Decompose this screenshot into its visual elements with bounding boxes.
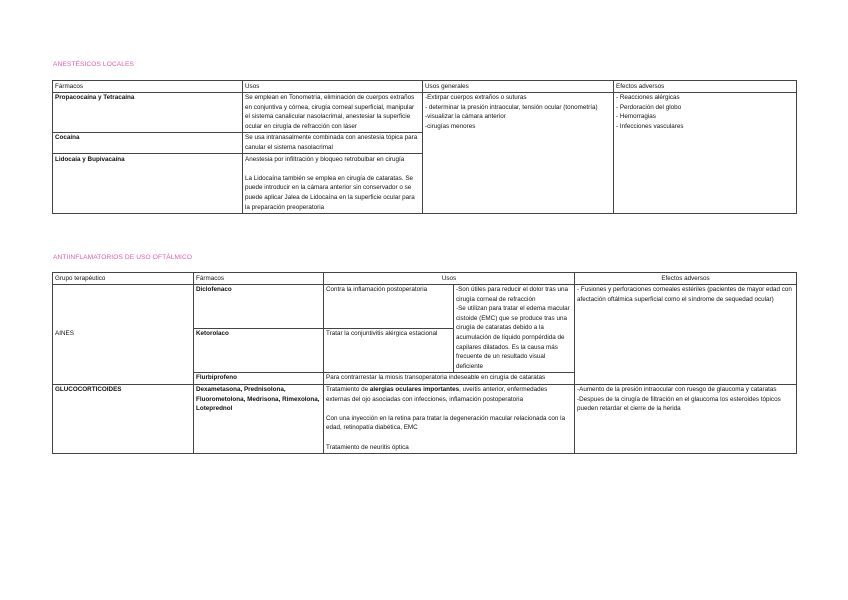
header-usos: Usos bbox=[324, 273, 575, 285]
antiinflammatory-table bbox=[52, 272, 797, 454]
uses-cell: Se usa intranasalmente combinada con anestesia tópica para canular el sistema nasolacrimal bbox=[243, 132, 423, 153]
gluco-use1-rest: , uveítis anterior, enfermedades externas del ojo asociadas con infecciones, inflamación postoperatoria bbox=[326, 386, 548, 403]
uses-cell: Anestesia por infiltración y bloqueo retrobulbar en cirugía La Lidocaína también se emplea en cirugía de cataratas. Se puede introducir en la cámara anterior sin conservador o se puede aplicar Jalea de Lidocaína en la superficie ocular para la preparación preoperatoria bbox=[243, 154, 423, 214]
adverse-effects-cell: -Aumento de la presión intraocular con ruesgo de glaucoma y cataratas -Despues de la cirugía de filtración en el glaucoma los esteroides tópicos pueden retardar el cierre de la herida bbox=[575, 384, 797, 453]
uses-cell bbox=[324, 384, 575, 453]
drug-cell: Ketorolaco bbox=[194, 328, 324, 372]
gluco-use2: Con una inyección en la retina para tratar la degeneración macular relacionada con la edad, retinopatía diabética, EMC bbox=[326, 414, 566, 432]
gluco-drugs: Dexametasona, Prednisolona, Fluorometolona, Medrisona, Rimexolona, Loteprednol bbox=[196, 386, 320, 413]
section2-title: ANTIINFLAMATORIOS DE USO OFTÁLMICO bbox=[53, 254, 193, 261]
uses-cell: Contra la inflamación postoperatoria bbox=[324, 284, 454, 328]
drug-cell bbox=[194, 384, 324, 453]
anesthetics-table bbox=[52, 80, 797, 214]
section1-title: ANESTÉSICOS LOCALES bbox=[53, 61, 135, 68]
general-uses-cell: -Extirpar cuerpos extraños o suturas - determinar la presión intraocular, tensión ocular (tonometría) -visualizar la cámara anterior -cirugías menores bbox=[423, 92, 614, 213]
table-header-row bbox=[53, 81, 797, 93]
adverse-effects-cell: - Reacciones alérgicas - Perdoración del globo - Hemorragias - Infecciones vasculares bbox=[614, 92, 797, 213]
table-row bbox=[53, 284, 797, 328]
drug-cell: Cocaína bbox=[53, 132, 243, 153]
header-usos-generales: Usos generales bbox=[423, 81, 614, 93]
gluco-use3: Tratamiento de neuritis óptica bbox=[326, 443, 409, 451]
header-usos: Usos bbox=[243, 81, 423, 93]
uses-cell: Para contrarrestar la miosis transoperatoria indeseable en cirugía de cataratas bbox=[324, 372, 575, 384]
shared-uses-cell: -Son útiles para reducir el dolor tras una cirugía corneal de refracción -Se utilizan para tratar el edema macular cistoide (EMC) que se produce tras una cirugía de cataratas debido a la acumulación de líquido pornpérdida de capilares dilatados. Es la causa más frecuente de un resultado visual deficiente bbox=[454, 284, 575, 372]
header-efectos-adversos: Efectos adversos bbox=[575, 273, 797, 285]
group-cell-glucocorticoides: GLUCOCORTICOIDES bbox=[53, 384, 194, 453]
table-row bbox=[53, 92, 797, 132]
gluco-use1-prefix: Tratamiento de bbox=[326, 386, 370, 394]
header-farmacos: Fármacos bbox=[53, 81, 243, 93]
uses-cell: Se emplean en Tonometría, eliminación de cuerpos extraños en conjuntiva y córnea, cirugía corneal superficial, manipular el sistema canalicular nasolacrimal, anestesiar la superficie ocular en cirugía de refracción con láser bbox=[243, 92, 423, 132]
header-grupo: Grupo terapéutico bbox=[53, 273, 194, 285]
drug-cell: Propacocaína y Tetracaína bbox=[53, 92, 243, 132]
header-efectos-adversos: Efectos adversos bbox=[614, 81, 797, 93]
group-cell-aines: AINES bbox=[53, 284, 194, 384]
uses-cell: Tratar la conjuntivitis alérgica estacional bbox=[324, 328, 454, 372]
header-farmacos: Fármacos bbox=[194, 273, 324, 285]
drug-cell: Lidocaía y Bupivacaína bbox=[53, 154, 243, 214]
drug-cell: Flurbiprofeno bbox=[194, 372, 324, 384]
gluco-use1-bold: alergias oculares importantes bbox=[369, 386, 460, 394]
drug-cell: Diclofenaco bbox=[194, 284, 324, 328]
table-header-row bbox=[53, 273, 797, 285]
table-row bbox=[53, 384, 797, 453]
adverse-effects-cell: - Fusiones y perforaciones corneales estériles (pacientes de mayor edad con afectación oftálmica superficial como el síndrome de sequedad ocular) bbox=[575, 284, 797, 384]
